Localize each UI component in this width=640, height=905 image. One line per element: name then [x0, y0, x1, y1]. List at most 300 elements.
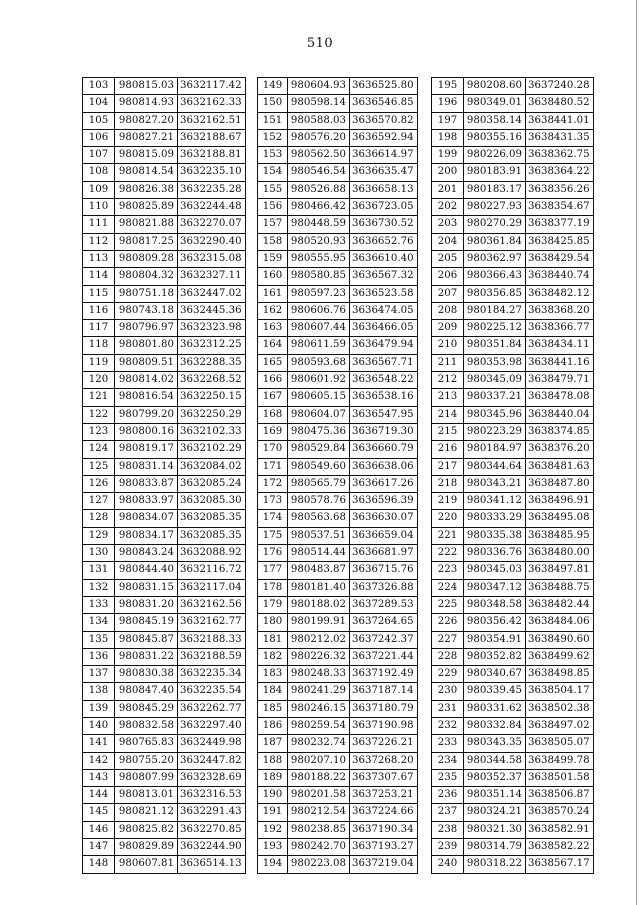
point-number-cell: 205 [432, 250, 464, 267]
x-coordinate-cell: 980565.79 [288, 475, 350, 492]
x-coordinate-cell: 980354.91 [464, 631, 526, 648]
point-number-cell: 120 [83, 372, 115, 389]
table-row [83, 129, 246, 146]
y-coordinate-cell: 3636730.52 [350, 216, 418, 233]
point-number-cell: 204 [432, 233, 464, 250]
table-row [432, 700, 594, 717]
point-number-cell: 222 [432, 545, 464, 562]
table-row [432, 562, 594, 579]
point-number-cell: 159 [258, 250, 288, 267]
x-coordinate-cell: 980821.88 [115, 216, 178, 233]
point-number-cell: 194 [258, 856, 288, 873]
x-coordinate-cell: 980834.17 [115, 527, 178, 544]
y-coordinate-cell: 3638570.24 [526, 804, 594, 821]
x-coordinate-cell: 980743.18 [115, 302, 178, 319]
table-row [258, 233, 418, 250]
x-coordinate-cell: 980526.88 [288, 181, 350, 198]
point-number-cell: 117 [83, 320, 115, 337]
scan-edge-line [636, 0, 637, 905]
coordinate-table-2 [257, 77, 418, 874]
y-coordinate-cell: 3638582.91 [526, 821, 594, 838]
table-row [432, 423, 594, 440]
y-coordinate-cell: 3632328.69 [178, 769, 246, 786]
x-coordinate-cell: 980355.16 [464, 129, 526, 146]
x-coordinate-cell: 980817.25 [115, 233, 178, 250]
y-coordinate-cell: 3632085.35 [178, 510, 246, 527]
table-row [432, 112, 594, 129]
y-coordinate-cell: 3638440.04 [526, 406, 594, 423]
y-coordinate-cell: 3638434.11 [526, 337, 594, 354]
y-coordinate-cell: 3638366.77 [526, 320, 594, 337]
y-coordinate-cell: 3632244.90 [178, 839, 246, 856]
x-coordinate-cell: 980578.76 [288, 493, 350, 510]
y-coordinate-cell: 3632102.33 [178, 423, 246, 440]
table-row [258, 787, 418, 804]
x-coordinate-cell: 980607.44 [288, 320, 350, 337]
point-number-cell: 217 [432, 458, 464, 475]
point-number-cell: 183 [258, 666, 288, 683]
table-row [432, 441, 594, 458]
table-row [258, 164, 418, 181]
y-coordinate-cell: 3637187.14 [350, 683, 418, 700]
table-row [432, 302, 594, 319]
y-coordinate-cell: 3632445.36 [178, 302, 246, 319]
y-coordinate-cell: 3638440.74 [526, 268, 594, 285]
x-coordinate-cell: 980606.76 [288, 302, 350, 319]
point-number-cell: 144 [83, 787, 115, 804]
table-row [432, 354, 594, 371]
table-row [258, 216, 418, 233]
point-number-cell: 188 [258, 752, 288, 769]
y-coordinate-cell: 3632188.59 [178, 648, 246, 665]
table-row [83, 78, 246, 95]
point-number-cell: 145 [83, 804, 115, 821]
x-coordinate-cell: 980765.83 [115, 735, 178, 752]
table-row [258, 769, 418, 786]
y-coordinate-cell: 3632312.25 [178, 337, 246, 354]
x-coordinate-cell: 980184.27 [464, 302, 526, 319]
x-coordinate-cell: 980352.82 [464, 648, 526, 665]
x-coordinate-cell: 980333.29 [464, 510, 526, 527]
point-number-cell: 115 [83, 285, 115, 302]
point-number-cell: 163 [258, 320, 288, 337]
point-number-cell: 138 [83, 683, 115, 700]
x-coordinate-cell: 980345.03 [464, 562, 526, 579]
x-coordinate-cell: 980466.42 [288, 199, 350, 216]
y-coordinate-cell: 3636660.79 [350, 441, 418, 458]
point-number-cell: 175 [258, 527, 288, 544]
table-row [83, 683, 246, 700]
table-row [432, 821, 594, 838]
y-coordinate-cell: 3638504.17 [526, 683, 594, 700]
x-coordinate-cell: 980199.91 [288, 614, 350, 631]
table-row [258, 683, 418, 700]
table-row [83, 769, 246, 786]
x-coordinate-cell: 980246.15 [288, 700, 350, 717]
y-coordinate-cell: 3638479.71 [526, 372, 594, 389]
point-number-cell: 169 [258, 423, 288, 440]
table-row [83, 441, 246, 458]
point-number-cell: 230 [432, 683, 464, 700]
table-row [83, 562, 246, 579]
point-number-cell: 121 [83, 389, 115, 406]
table-row [432, 95, 594, 112]
y-coordinate-cell: 3636479.94 [350, 337, 418, 354]
point-number-cell: 199 [432, 147, 464, 164]
x-coordinate-cell: 980829.89 [115, 839, 178, 856]
table-row [432, 129, 594, 146]
point-number-cell: 218 [432, 475, 464, 492]
point-number-cell: 226 [432, 614, 464, 631]
point-number-cell: 113 [83, 250, 115, 267]
x-coordinate-cell: 980321.30 [464, 821, 526, 838]
y-coordinate-cell: 3632162.56 [178, 596, 246, 613]
point-number-cell: 180 [258, 614, 288, 631]
y-coordinate-cell: 3636567.71 [350, 354, 418, 371]
point-number-cell: 189 [258, 769, 288, 786]
x-coordinate-cell: 980181.40 [288, 579, 350, 596]
x-coordinate-cell: 980208.60 [464, 78, 526, 95]
table-row [258, 579, 418, 596]
table-row [83, 354, 246, 371]
y-coordinate-cell: 3632162.77 [178, 614, 246, 631]
point-number-cell: 238 [432, 821, 464, 838]
point-number-cell: 149 [258, 78, 288, 95]
table-row [258, 545, 418, 562]
y-coordinate-cell: 3638441.16 [526, 354, 594, 371]
table-row [258, 147, 418, 164]
table-row [432, 596, 594, 613]
y-coordinate-cell: 3632085.24 [178, 475, 246, 492]
y-coordinate-cell: 3632117.04 [178, 579, 246, 596]
y-coordinate-cell: 3632162.33 [178, 95, 246, 112]
table-row [83, 545, 246, 562]
y-coordinate-cell: 3637192.49 [350, 666, 418, 683]
x-coordinate-cell: 980809.28 [115, 250, 178, 267]
point-number-cell: 198 [432, 129, 464, 146]
y-coordinate-cell: 3636635.47 [350, 164, 418, 181]
table-row [432, 717, 594, 734]
x-coordinate-cell: 980562.50 [288, 147, 350, 164]
y-coordinate-cell: 3636548.22 [350, 372, 418, 389]
y-coordinate-cell: 3636567.32 [350, 268, 418, 285]
point-number-cell: 207 [432, 285, 464, 302]
x-coordinate-cell: 980555.95 [288, 250, 350, 267]
y-coordinate-cell: 3632290.40 [178, 233, 246, 250]
y-coordinate-cell: 3632188.67 [178, 129, 246, 146]
y-coordinate-cell: 3636546.85 [350, 95, 418, 112]
point-number-cell: 184 [258, 683, 288, 700]
table-row [83, 631, 246, 648]
x-coordinate-cell: 980212.02 [288, 631, 350, 648]
y-coordinate-cell: 3637219.04 [350, 856, 418, 873]
x-coordinate-cell: 980343.21 [464, 475, 526, 492]
y-coordinate-cell: 3632270.85 [178, 821, 246, 838]
y-coordinate-cell: 3636630.07 [350, 510, 418, 527]
table-row [258, 181, 418, 198]
point-number-cell: 220 [432, 510, 464, 527]
y-coordinate-cell: 3632084.02 [178, 458, 246, 475]
point-number-cell: 152 [258, 129, 288, 146]
table-row [432, 787, 594, 804]
point-number-cell: 228 [432, 648, 464, 665]
y-coordinate-cell: 3632188.81 [178, 147, 246, 164]
x-coordinate-cell: 980270.29 [464, 216, 526, 233]
y-coordinate-cell: 3638490.60 [526, 631, 594, 648]
table-row [83, 735, 246, 752]
y-coordinate-cell: 3632117.42 [178, 78, 246, 95]
point-number-cell: 168 [258, 406, 288, 423]
table-row [258, 821, 418, 838]
x-coordinate-cell: 980351.84 [464, 337, 526, 354]
table-row [83, 199, 246, 216]
point-number-cell: 173 [258, 493, 288, 510]
point-number-cell: 136 [83, 648, 115, 665]
point-number-cell: 231 [432, 700, 464, 717]
table-row [432, 527, 594, 544]
table-row [258, 752, 418, 769]
point-number-cell: 110 [83, 199, 115, 216]
point-number-cell: 130 [83, 545, 115, 562]
point-number-cell: 229 [432, 666, 464, 683]
y-coordinate-cell: 3636610.40 [350, 250, 418, 267]
table-row [432, 683, 594, 700]
table-row [83, 648, 246, 665]
y-coordinate-cell: 3638499.78 [526, 752, 594, 769]
point-number-cell: 104 [83, 95, 115, 112]
y-coordinate-cell: 3638499.62 [526, 648, 594, 665]
point-number-cell: 213 [432, 389, 464, 406]
table-row [83, 250, 246, 267]
point-number-cell: 114 [83, 268, 115, 285]
table-row [83, 804, 246, 821]
point-number-cell: 112 [83, 233, 115, 250]
x-coordinate-cell: 980804.32 [115, 268, 178, 285]
y-coordinate-cell: 3632102.29 [178, 441, 246, 458]
point-number-cell: 191 [258, 804, 288, 821]
point-number-cell: 106 [83, 129, 115, 146]
point-number-cell: 150 [258, 95, 288, 112]
point-number-cell: 177 [258, 562, 288, 579]
x-coordinate-cell: 980241.29 [288, 683, 350, 700]
coordinate-table-1 [82, 77, 246, 874]
y-coordinate-cell: 3632288.35 [178, 354, 246, 371]
point-number-cell: 181 [258, 631, 288, 648]
table-row [83, 458, 246, 475]
point-number-cell: 125 [83, 458, 115, 475]
y-coordinate-cell: 3638496.91 [526, 493, 594, 510]
table-row [258, 372, 418, 389]
x-coordinate-cell: 980580.85 [288, 268, 350, 285]
table-row [83, 752, 246, 769]
point-number-cell: 123 [83, 423, 115, 440]
table-row [432, 648, 594, 665]
table-row [83, 320, 246, 337]
x-coordinate-cell: 980348.58 [464, 596, 526, 613]
point-number-cell: 109 [83, 181, 115, 198]
point-number-cell: 216 [432, 441, 464, 458]
table-row [258, 804, 418, 821]
x-coordinate-cell: 980358.14 [464, 112, 526, 129]
x-coordinate-cell: 980349.01 [464, 95, 526, 112]
y-coordinate-cell: 3632235.34 [178, 666, 246, 683]
point-number-cell: 174 [258, 510, 288, 527]
point-number-cell: 206 [432, 268, 464, 285]
y-coordinate-cell: 3638478.08 [526, 389, 594, 406]
y-coordinate-cell: 3638567.17 [526, 856, 594, 873]
x-coordinate-cell: 980844.40 [115, 562, 178, 579]
x-coordinate-cell: 980611.59 [288, 337, 350, 354]
point-number-cell: 193 [258, 839, 288, 856]
point-number-cell: 236 [432, 787, 464, 804]
table-row [258, 458, 418, 475]
point-number-cell: 179 [258, 596, 288, 613]
point-number-cell: 140 [83, 717, 115, 734]
x-coordinate-cell: 980242.70 [288, 839, 350, 856]
y-coordinate-cell: 3638505.07 [526, 735, 594, 752]
point-number-cell: 192 [258, 821, 288, 838]
table-row [258, 441, 418, 458]
x-coordinate-cell: 980207.10 [288, 752, 350, 769]
point-number-cell: 235 [432, 769, 464, 786]
x-coordinate-cell: 980232.74 [288, 735, 350, 752]
y-coordinate-cell: 3638582.22 [526, 839, 594, 856]
y-coordinate-cell: 3638364.22 [526, 164, 594, 181]
x-coordinate-cell: 980819.17 [115, 441, 178, 458]
table-row [432, 752, 594, 769]
x-coordinate-cell: 980845.29 [115, 700, 178, 717]
y-coordinate-cell: 3638480.52 [526, 95, 594, 112]
point-number-cell: 158 [258, 233, 288, 250]
x-coordinate-cell: 980843.24 [115, 545, 178, 562]
table-row [83, 216, 246, 233]
table-row [258, 423, 418, 440]
x-coordinate-cell: 980259.54 [288, 717, 350, 734]
x-coordinate-cell: 980597.23 [288, 285, 350, 302]
x-coordinate-cell: 980833.87 [115, 475, 178, 492]
x-coordinate-cell: 980815.03 [115, 78, 178, 95]
y-coordinate-cell: 3632085.35 [178, 527, 246, 544]
x-coordinate-cell: 980796.97 [115, 320, 178, 337]
y-coordinate-cell: 3637242.37 [350, 631, 418, 648]
x-coordinate-cell: 980546.54 [288, 164, 350, 181]
point-number-cell: 237 [432, 804, 464, 821]
y-coordinate-cell: 3638368.20 [526, 302, 594, 319]
table-row [83, 181, 246, 198]
y-coordinate-cell: 3636570.82 [350, 112, 418, 129]
y-coordinate-cell: 3632327.11 [178, 268, 246, 285]
point-number-cell: 185 [258, 700, 288, 717]
y-coordinate-cell: 3636614.97 [350, 147, 418, 164]
table-row [258, 700, 418, 717]
x-coordinate-cell: 980593.68 [288, 354, 350, 371]
table-row [83, 527, 246, 544]
y-coordinate-cell: 3638501.58 [526, 769, 594, 786]
point-number-cell: 210 [432, 337, 464, 354]
y-coordinate-cell: 3636466.05 [350, 320, 418, 337]
point-number-cell: 111 [83, 216, 115, 233]
point-number-cell: 166 [258, 372, 288, 389]
point-number-cell: 187 [258, 735, 288, 752]
x-coordinate-cell: 980831.20 [115, 596, 178, 613]
x-coordinate-cell: 980520.93 [288, 233, 350, 250]
table-row [83, 389, 246, 406]
y-coordinate-cell: 3636547.95 [350, 406, 418, 423]
point-number-cell: 234 [432, 752, 464, 769]
x-coordinate-cell: 980529.84 [288, 441, 350, 458]
x-coordinate-cell: 980755.20 [115, 752, 178, 769]
x-coordinate-cell: 980832.58 [115, 717, 178, 734]
x-coordinate-cell: 980831.14 [115, 458, 178, 475]
x-coordinate-cell: 980356.42 [464, 614, 526, 631]
x-coordinate-cell: 980201.58 [288, 787, 350, 804]
table-row [258, 406, 418, 423]
table-row [83, 614, 246, 631]
x-coordinate-cell: 980188.22 [288, 769, 350, 786]
x-coordinate-cell: 980347.12 [464, 579, 526, 596]
table-row [432, 147, 594, 164]
x-coordinate-cell: 980604.93 [288, 78, 350, 95]
x-coordinate-cell: 980475.36 [288, 423, 350, 440]
point-number-cell: 172 [258, 475, 288, 492]
y-coordinate-cell: 3638429.54 [526, 250, 594, 267]
y-coordinate-cell: 3636523.58 [350, 285, 418, 302]
table-row [432, 666, 594, 683]
table-row [432, 320, 594, 337]
point-number-cell: 211 [432, 354, 464, 371]
x-coordinate-cell: 980604.07 [288, 406, 350, 423]
x-coordinate-cell: 980514.44 [288, 545, 350, 562]
x-coordinate-cell: 980212.54 [288, 804, 350, 821]
x-coordinate-cell: 980847.40 [115, 683, 178, 700]
point-number-cell: 240 [432, 856, 464, 873]
point-number-cell: 118 [83, 337, 115, 354]
x-coordinate-cell: 980815.09 [115, 147, 178, 164]
x-coordinate-cell: 980825.89 [115, 199, 178, 216]
x-coordinate-cell: 980834.07 [115, 510, 178, 527]
table-row [258, 475, 418, 492]
point-number-cell: 200 [432, 164, 464, 181]
table-row [83, 475, 246, 492]
table-row [83, 285, 246, 302]
x-coordinate-cell: 980361.84 [464, 233, 526, 250]
x-coordinate-cell: 980813.01 [115, 787, 178, 804]
y-coordinate-cell: 3638495.08 [526, 510, 594, 527]
x-coordinate-cell: 980356.85 [464, 285, 526, 302]
y-coordinate-cell: 3638506.87 [526, 787, 594, 804]
point-number-cell: 156 [258, 199, 288, 216]
y-coordinate-cell: 3638482.12 [526, 285, 594, 302]
page-number: 510 [306, 36, 334, 51]
table-row [258, 631, 418, 648]
y-coordinate-cell: 3638377.19 [526, 216, 594, 233]
x-coordinate-cell: 980751.18 [115, 285, 178, 302]
table-row [83, 787, 246, 804]
y-coordinate-cell: 3632262.77 [178, 700, 246, 717]
point-number-cell: 103 [83, 78, 115, 95]
table-row [258, 735, 418, 752]
y-coordinate-cell: 3638498.85 [526, 666, 594, 683]
x-coordinate-cell: 980362.97 [464, 250, 526, 267]
x-coordinate-cell: 980344.64 [464, 458, 526, 475]
point-number-cell: 195 [432, 78, 464, 95]
table-row [258, 856, 418, 873]
y-coordinate-cell: 3638441.01 [526, 112, 594, 129]
table-row [83, 423, 246, 440]
x-coordinate-cell: 980833.97 [115, 493, 178, 510]
y-coordinate-cell: 3637221.44 [350, 648, 418, 665]
x-coordinate-cell: 980337.21 [464, 389, 526, 406]
